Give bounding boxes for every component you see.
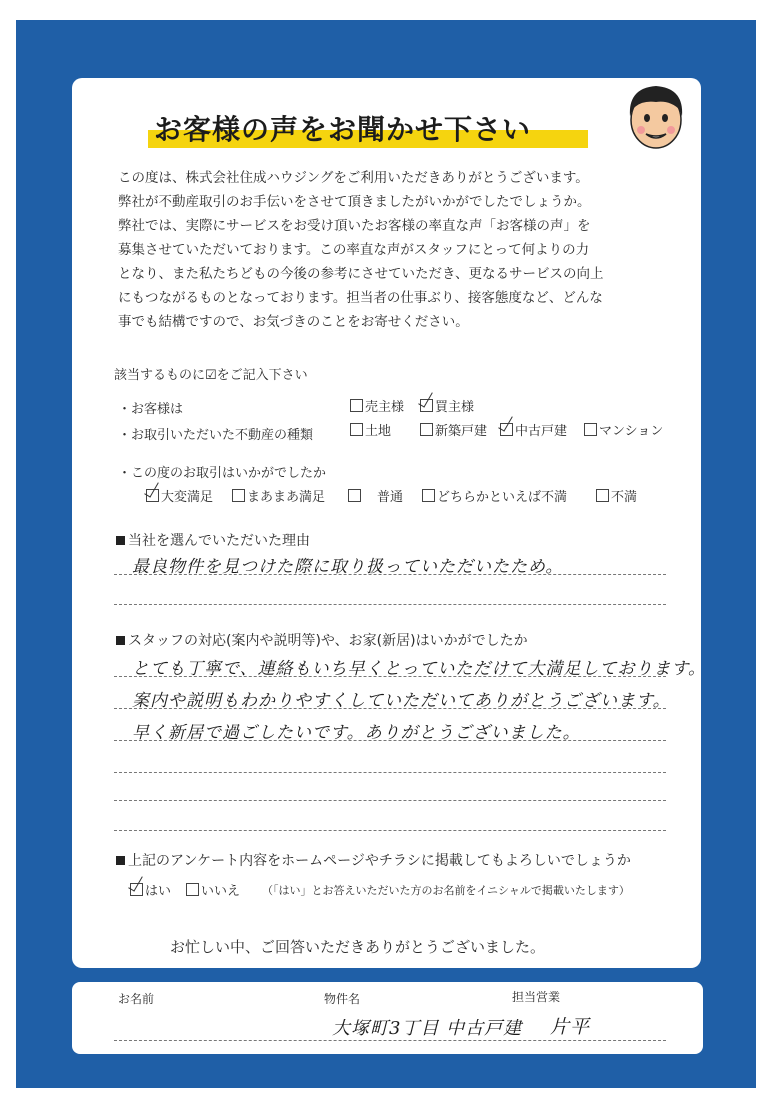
staff-answer-line: 早く新居で過ごしたいです。ありがとうございました。 [132, 723, 581, 743]
intro-line: 募集させていただいております。この率直な声がスタッフにとって何よりの力 [118, 242, 590, 258]
answer-line [114, 800, 666, 801]
option-neutral[interactable]: 普通 [348, 486, 403, 505]
checkbox[interactable] [350, 423, 363, 436]
answer-line [114, 830, 666, 831]
option-dissatisfied[interactable]: 不満 [596, 486, 637, 505]
satisfaction-label: ・この度のお取引はいかがでしたか [118, 466, 327, 481]
reason-answer: 最良物件を見つけた際に取り扱っていただいたため。 [132, 557, 564, 577]
staff-heading: スタッフの対応(案内や説明等)や、お家(新居)はいかがでしたか [116, 630, 528, 650]
property-label: 物件名 [324, 992, 361, 1006]
option-seller[interactable]: 売主様 [350, 396, 404, 415]
staff-value: 片平 [550, 1016, 591, 1038]
staff-label: 担当営業 [512, 990, 561, 1004]
intro-line: 弊社では、実際にサービスをお受け頂いたお客様の率直な声「お客様の声」を [118, 218, 591, 234]
option-no[interactable]: いいえ [186, 880, 240, 899]
intro-line: にもつながるものとなっております。担当者の仕事ぶり、接客態度など、どんな [118, 290, 603, 306]
checkbox[interactable] [232, 489, 245, 502]
answer-line [114, 574, 666, 575]
intro-line: 事でも結構ですので、お気づきのことをお寄せください。 [118, 314, 469, 330]
checkbox-checked[interactable] [420, 399, 433, 412]
intro-line: この度は、株式会社住成ハウジングをご利用いただきありがとうございます。 [118, 170, 589, 186]
checkbox[interactable] [350, 399, 363, 412]
footer-line [114, 1040, 666, 1041]
answer-line [114, 604, 666, 605]
thanks-text: お忙しい中、ご回答いただきありがとうございました。 [170, 938, 546, 956]
page-title [148, 104, 608, 154]
option-yes[interactable]: はい [130, 880, 171, 899]
checkbox-checked[interactable] [146, 489, 159, 502]
property-type-label: ・お取引いただいた不動産の種類 [118, 428, 314, 443]
option-used-house[interactable]: 中古戸建 [500, 420, 567, 439]
checkbox[interactable] [420, 423, 433, 436]
option-buyer[interactable]: 買主様 [420, 396, 474, 415]
name-label: お名前 [118, 992, 155, 1006]
intro-line: 弊社が不動産取引のお手伝いをさせて頂きましたがいかがでしたでしょうか。 [118, 194, 591, 210]
answer-line [114, 772, 666, 773]
answer-line [114, 740, 666, 741]
title-text: お客様の声をお聞かせ下さい [154, 113, 532, 146]
checkbox[interactable] [186, 883, 199, 896]
answer-line [114, 676, 666, 677]
publish-heading: 上記のアンケート内容をホームページやチラシに掲載してもよろしいでしょうか [116, 850, 631, 870]
checkbox-checked[interactable] [130, 883, 143, 896]
property-value: 大塚町3丁目 中古戸建 [332, 1018, 523, 1039]
instructions-text: 該当するものに☑をご記入下さい [114, 368, 308, 383]
option-land[interactable]: 土地 [350, 420, 391, 439]
option-satisfied[interactable]: まあまあ満足 [232, 486, 325, 505]
checkbox-checked[interactable] [500, 423, 513, 436]
option-mansion[interactable]: マンション [584, 420, 663, 439]
option-very-satisfied[interactable]: 大変満足 [146, 486, 213, 505]
staff-answer-line: 案内や説明もわかりやすくしていただいてありがとうございます。 [132, 691, 671, 711]
reason-heading: 当社を選んでいただいた理由 [116, 530, 310, 550]
checkbox[interactable] [584, 423, 597, 436]
option-new-house[interactable]: 新築戸建 [420, 420, 487, 439]
customer-type-label: ・お客様は [118, 402, 184, 417]
staff-answer-line: とても丁寧で、連絡もいち早くとっていただけて大満足しております。 [132, 659, 706, 679]
intro-text [118, 166, 678, 334]
checkbox[interactable] [596, 489, 609, 502]
answer-line [114, 708, 666, 709]
option-somewhat-dissatisfied[interactable]: どちらかといえば不満 [422, 486, 567, 505]
checkbox[interactable] [422, 489, 435, 502]
staff-face-icon [620, 80, 692, 152]
checkbox[interactable] [348, 489, 361, 502]
publish-note: （「はい」とお答えいただいた方のお名前をイニシャルで掲載いたします） [262, 884, 630, 897]
intro-line: となり、また私たちどもの今後の参考にさせていただき、更なるサービスの向上 [118, 266, 604, 282]
